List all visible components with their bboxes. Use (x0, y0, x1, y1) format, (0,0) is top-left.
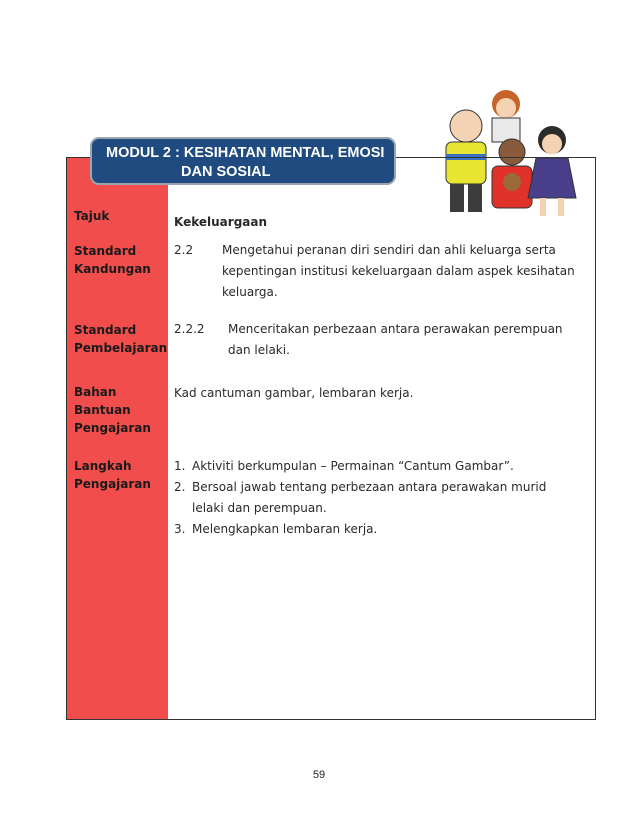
list-item: 1. Aktiviti berkumpulan – Permainan “Cantum Gambar”. (174, 459, 514, 473)
list-item: 2. Bersoal jawab tentang perbezaan antara perawakan murid lelaki dan perempuan. (174, 480, 547, 515)
module-title-box (90, 137, 396, 185)
value-standard-pembelajaran: 2.2.2 Menceritakan perbezaan antara perawakan perempuan dan lelaki. (174, 322, 563, 357)
value-standard-kandungan: 2.2 Mengetahui peranan diri sendiri dan ahli keluarga serta kepentingan institusi kekeluargaan dalam aspek kesihatan keluarga. (174, 243, 575, 299)
module-title-line2: DAN SOSIAL (181, 164, 271, 180)
label-tajuk: Tajuk (74, 209, 110, 223)
girl-figure (492, 90, 520, 142)
value-bahan-bantuan: Kad cantuman gambar, lembaran kerja. (174, 386, 414, 400)
label-langkah-pengajaran: Langkah Pengajaran (74, 459, 151, 491)
value-tajuk: Kekeluargaan (174, 215, 268, 229)
page-number: 59 (312, 769, 326, 781)
list-item: 3. Melengkapkan lembaran kerja. (174, 522, 378, 536)
module-title-line1: MODUL 2 : KESIHATAN MENTAL, EMOSI (106, 145, 385, 161)
label-standard-pembelajaran: Standard Pembelajaran (74, 323, 168, 355)
label-standard-kandungan: Standard Kandungan (74, 244, 151, 276)
label-bahan-bantuan: Bahan Bantuan Pengajaran (74, 385, 151, 435)
steps-list (174, 456, 574, 540)
